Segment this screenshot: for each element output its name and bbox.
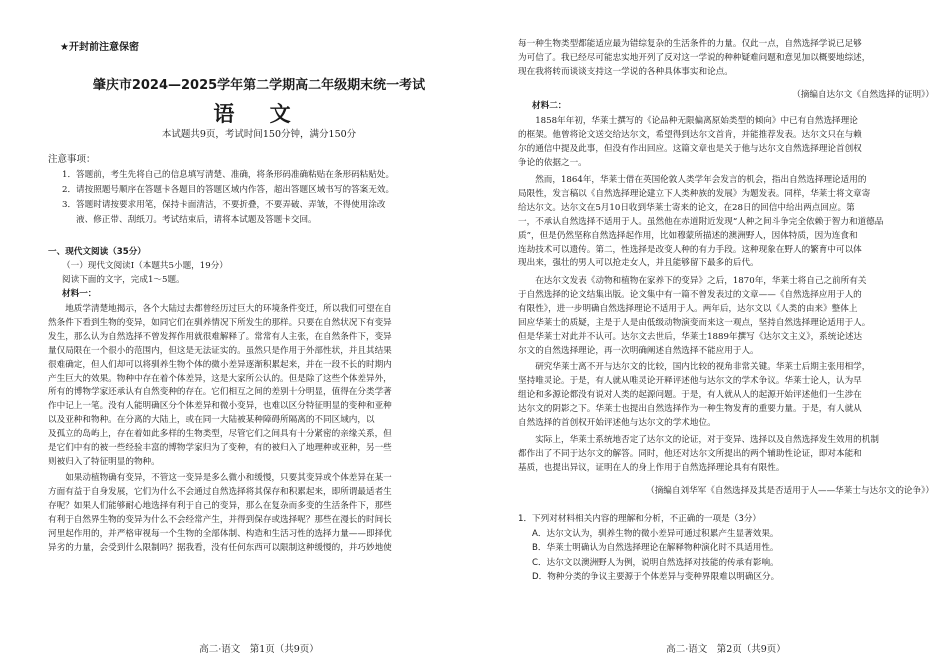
text-line: 自然选择的首创权开始评述他与达尔文的学术地位。	[518, 417, 716, 428]
text-line: 现出来，强壮的男人可以抢走女人，并且能够留下最多的后代。	[518, 258, 759, 269]
material-1-paragraph-2	[48, 472, 470, 555]
text-line: 方面有益于自身发展，它们为什么不会通过自然选择将其保存和积累起来，即所谓最适者生	[48, 486, 392, 497]
text-line: 如果动植物确有变异，不管这一变异是多么微小和缓慢，只要其变异或个体差异在某一	[65, 473, 392, 483]
question-1-block	[518, 512, 934, 585]
text-line: 是它们中有的被一些经验丰富的博物学家归为了变种，有的被归入了地理种或亚种，另一些	[48, 443, 392, 454]
text-line: 然而，1864年，华莱士借在英国伦敦人类学年会发言的机会，指出自然选择理论适用的	[535, 175, 867, 185]
material-2-credit: （摘编自刘华军《自然选择及其是否适用于人——华莱士与达尔文的论争》）	[646, 486, 934, 497]
text-line: 河里起作用的，并严格审视每一个生物的全部体制、构造和生活习性的选择力量——即择优	[48, 528, 392, 539]
section-heading: 一、现代文阅读（35分）	[48, 247, 146, 257]
text-line: 的框架。他曾将论文送交给达尔文，希望得到达尔文首肯，并能推荐发表。达尔文只在与赖	[518, 129, 862, 140]
text-line: 发生，那么认为自然选择不曾发挥作用就很难解释了。常常有人主张，在自然条件下，变异	[48, 331, 392, 342]
material-2-paragraph-4	[518, 361, 934, 431]
note-3-cont: 液、修正带、刮纸刀。考试结束后，请将本试题及答题卡交回。	[76, 215, 317, 225]
text-line: 一，不承认自然选择不适用于人。虽然他在赤道附近发现“人种之间斗争完全依赖于智力和道德品	[518, 216, 884, 227]
text-line: 达尔文的阴影之下。华莱士也提出自然选择作为一种生物发育的重要力量。于是，有人就从	[518, 403, 862, 414]
text-line: 现在我将转而谈谈支持这一学说的各种具体事实和论点。	[518, 66, 733, 77]
text-line: 以及亚种和物种。在分离的大陆上，或在同一大陆被某种障碍所隔离的不同区域内，以	[48, 415, 375, 426]
text-line: 很难确定，但人们却可以将驯养生物个体的微小差异逐渐积累起来，并在一段不长的时期内	[48, 359, 392, 370]
note-3: 3．答题时请按要求用笔，保持卡面清洁，不要折叠，不要弄破、弄皱，不得使用涂改	[62, 200, 386, 210]
text-line: 尔的通信中提及此事，但没有作出回应。这篇文章也是关于他与达尔文自然选择理论首创权	[518, 143, 862, 154]
text-line: 每一种生物类型都能适应最为错综复杂的生活条件的力量。仅此一点，自然选择学说已足够	[518, 39, 862, 49]
text-line: 于自然选择的论文结集出版。论文集中有一篇不曾发表过的文章——《自然选择应用于人的	[518, 289, 862, 300]
page-footer: 高二·语文 第1页（共9页）	[199, 644, 319, 655]
text-line: 实际上，华莱士系统地否定了达尔文的论证，对于变异、选择以及自然选择发生效用的机制	[535, 435, 879, 445]
text-line: 质”，但是仍然坚称自然选择起作用，比如穆蒙所描述的澳洲野人，因体特质，因为连食和	[518, 230, 858, 241]
subject-title: 语 文	[213, 101, 305, 126]
question-1-stem: 1．下列对材料相关内容的理解和分析，不正确的一项是（3分）	[518, 514, 761, 524]
text-line: 1858年年初，华莱士撰写的《论品种无限偏离原始类型的倾向》中已有自然选择理论	[535, 116, 858, 126]
material-2-label: 材料二：	[532, 101, 567, 111]
question-1-option-c: C．达尔文以澳洲野人为例，说明自然选择对技能的传承有影响。	[532, 557, 779, 568]
text-line: 及孤立的岛屿上，存在着如此多样的生物类型，尽管它们之间具有十分紧密的亲缘关系，但	[48, 429, 392, 440]
question-1-option-d: D．物种分类的争议主要源于个体差异与变种界限难以明确区分。	[532, 572, 780, 582]
reading-instruction: 阅读下面的文字，完成1～5题。	[62, 275, 185, 285]
note-1: 1．答题前，考生先将自己的信息填写清楚、准确，将条形码准确粘贴在条形码粘贴处。	[62, 170, 395, 180]
text-line: 回应华莱士的质疑，主是于人是由低级动物演变而来这一观点，坚持自然选择理论适用于人。	[518, 317, 871, 328]
page-footer: 高二·语文 第2页（共9页）	[666, 644, 786, 655]
text-line: 都作出了不同于达尔文的解答。同时，他还对达尔文所提出的两个辅助性论证，即对本能和	[518, 448, 862, 459]
text-line: 尔文的自然选择理论，再一次明确阐述自然选择不能应用于人。	[518, 345, 759, 356]
notes-title: 注意事项：	[48, 154, 96, 165]
text-line: 量仅局限在一个很小的范围内，但这是无法证实的。虽然只是作用于外部性状，并且其结果	[48, 345, 392, 356]
subsection-heading: （一）现代文阅读Ⅰ（本题共5小题，19分）	[62, 261, 228, 271]
text-line: 产生巨大的效果。物种中存在着个体差异，这是大家所公认的。但是除了这些个体差异外，	[48, 373, 392, 384]
exam-title: 肇庆市2024—2025学年第二学期高二年级期末统一考试	[92, 78, 426, 93]
text-line: 坚持唯灵论。于是，有人就从唯灵论开释评述他与达尔文的学术争议。华莱士论人，认为早	[518, 375, 862, 386]
material-2-paragraph-2	[518, 174, 934, 271]
text-line: 连劫技术可以遗传。第二，性选择是改变人种的有力手段。这种现象在野人的繁育中可以体	[518, 244, 862, 255]
material-2-label-block	[518, 100, 934, 114]
text-line: 在达尔文发表《动物和植物在家养下的变异》之后，1870年，华莱士将自己之前所有关	[535, 276, 867, 286]
text-line: 所有的博物学家还承认有自然变种的存在。它们相互之间的差别十分明显，值得在分类学著	[48, 387, 392, 398]
text-line: 组论和多源论都没有说对人类的起源问题。于是，有人就从人的起源开始评述他们一生涉在	[518, 389, 862, 400]
section-heading-block	[48, 245, 470, 301]
material-2-paragraph-1	[518, 115, 934, 171]
right-page	[518, 0, 934, 672]
text-line: 基质，也提出异议，证明在人的身上作用于自然选择理论具有有限性。	[518, 462, 785, 473]
material-1-label: 材料一：	[62, 289, 97, 299]
text-line: 争论的依据之一。	[518, 157, 587, 168]
text-line: 但是华莱士对此并不认可。达尔文去世后，华莱士1889年撰写《达尔文主义》，系统论述达	[518, 331, 863, 342]
text-line: 为可信了。我已经尽可能忠实地开列了反对这一学说的种种疑难问题和意见加以概要地综述，	[518, 52, 871, 63]
text-line: 然条件下看到生物的变异，如同它们在驯养情况下所发生的那样。只要在自然状况下有变异	[48, 317, 392, 328]
material-1-paragraph-1	[48, 303, 470, 470]
text-line: 局限性，发言稿以《自然选择理论建立下人类种族的发展》为题发表。同样，华莱士将文章寄	[518, 188, 871, 199]
text-line: 存呢？如果人们能够耐心地选择有利于自己的变异，那么在复杂而多变的生活条件下，那些	[48, 500, 392, 511]
question-1-option-b: B．华莱士明确认为自然选择理论在解释物种演化时不具适用性。	[532, 543, 779, 553]
material-1-credit: （摘编自达尔文《自然选择的证明》）	[792, 90, 934, 101]
text-line: 异劣的力量，会受到什么限制吗？据我看，没有任何东西可以限制这种缓慢的，并巧妙地使	[48, 542, 392, 553]
text-line: 有利于自然界生物的变异为什么不会经常产生，并得到保存或选择呢？那些在漫长的时间长	[48, 514, 392, 525]
text-line: 给达尔文。达尔文在5月10日收到华莱士寄来的论文，在28日的回信中给出两点回应。第	[518, 202, 855, 213]
text-line: 研究华莱士离不开与达尔文的比较，国内比较的视角非常关键。华莱士后期主张用相学，	[535, 362, 871, 372]
text-line: 作中记上一笔。没有人能明确区分个体差异和微小变异，也难以区分特征明显的变种和亚种	[48, 401, 392, 412]
question-1-option-a: A．达尔文认为，驯养生物的微小差异可通过积累产生显著效果。	[532, 528, 779, 539]
text-line: 则被归入了特征明显的物种。	[48, 456, 160, 467]
confidential-mark: ★开封前注意保密	[60, 42, 139, 53]
text-line: 地质学清楚地揭示，各个大陆过去都曾经历过巨大的环境条件变迁，所以我们可望在自	[65, 304, 392, 314]
exam-info: 本试题共9页，考试时间150分钟，满分150分	[161, 129, 357, 140]
notes-block	[48, 152, 470, 228]
material-2-paragraph-5	[518, 434, 934, 507]
text-line: 有限性》，进一步明确自然选择理论不适用于人。两年后，达尔文以《人类的由来》整体上	[518, 303, 858, 314]
material-2-paragraph-3	[518, 275, 934, 358]
note-2: 2．请按照题号顺序在答题卡各题目的答题区域内作答，超出答题区域书写的答案无效。	[62, 185, 395, 195]
left-page	[48, 0, 470, 672]
